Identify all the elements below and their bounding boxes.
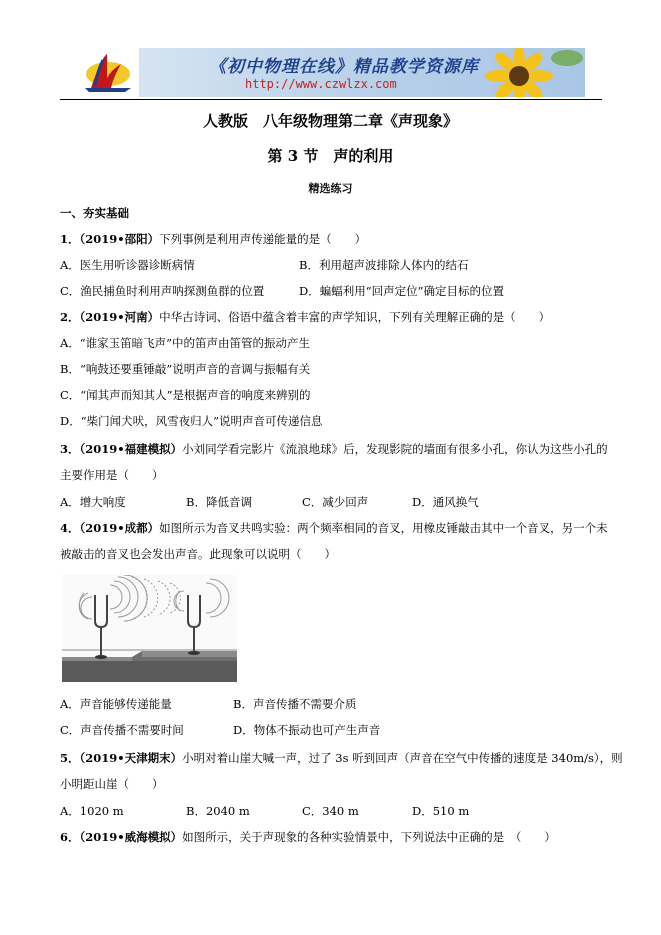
question-number: 6．	[60, 830, 80, 844]
option-c: C．声音传播不需要时间	[60, 723, 184, 737]
question-stem: 小明对着山崖大喊一声，过了 3s 听到回声（声音在空气中传播的速度是 340m/s），则	[182, 751, 623, 765]
option-a: A．1020 m	[60, 804, 124, 818]
question-source: （2019•邵阳）	[79, 232, 160, 246]
option-c: C．渔民捕鱼时利用声呐探测鱼群的位置	[60, 284, 265, 298]
question-2	[60, 310, 550, 324]
section-title: 第 3 节 声的利用	[267, 147, 394, 165]
question-1	[60, 232, 366, 246]
option-c: C．减少回声	[302, 495, 369, 509]
question-source: （2019•福建模拟）	[79, 442, 183, 456]
question-stem: 小刘同学看完影片《流浪地球》后，发现影院的墙面有很多小孔，你认为这些小孔的	[182, 442, 608, 456]
option-d: D．“柴门闻犬吠，风雪夜归人”说明声音可传递信息	[60, 414, 323, 428]
option-c: C．340 m	[302, 804, 359, 818]
option-a: A．增大响度	[60, 495, 126, 509]
header-rule	[60, 99, 602, 100]
question-number: 2．	[60, 310, 80, 324]
question-stem: 如图所示为音叉共鸣实验：两个频率相同的音叉，用橡皮锤敲击其中一个音叉，另一个未	[159, 521, 608, 535]
option-d: D．510 m	[412, 804, 470, 818]
banner-url[interactable]: http://www.czwlzx.com	[245, 77, 397, 91]
tuning-fork-figure	[62, 575, 237, 682]
question-number: 4．	[60, 521, 80, 535]
question-5	[60, 751, 623, 765]
option-c: C．“闻其声而知其人”是根据声音的响度来辨别的	[60, 388, 311, 402]
question-number: 3．	[60, 442, 80, 456]
option-b: B．利用超声波排除人体内的结石	[299, 258, 469, 272]
question-3	[60, 442, 608, 456]
question-stem-continued: 被敲击的音叉也会发出声音。此现象可以说明（ ）	[60, 547, 336, 561]
question-stem-continued: 小明距山崖（ ）	[60, 777, 164, 791]
question-source: （2019•威海模拟）	[79, 830, 183, 844]
question-source: （2019•成都）	[79, 521, 160, 535]
part-heading: 一、夯实基础	[60, 206, 129, 220]
option-b: B．声音传播不需要介质	[233, 697, 357, 711]
logo	[77, 48, 139, 97]
question-stem: 中华古诗词、俗语中蕴含着丰富的声学知识，下列有关理解正确的是（ ）	[159, 310, 551, 324]
option-b: B．2040 m	[186, 804, 250, 818]
question-stem: 如图所示，关于声现象的各种实验情景中，下列说法中正确的是 （ ）	[182, 830, 556, 844]
option-d: D．蝙蝠利用“回声定位”确定目标的位置	[299, 284, 504, 298]
subtitle: 精选练习	[308, 182, 353, 195]
question-number: 5．	[60, 751, 80, 765]
header-banner	[77, 48, 585, 97]
option-b: B．降低音调	[186, 495, 252, 509]
question-source: （2019•河南）	[79, 310, 160, 324]
question-stem: 下列事例是利用声传递能量的是（ ）	[159, 232, 367, 246]
option-a: A．医生用听诊器诊断病情	[60, 258, 195, 272]
document-title: 人教版 八年级物理第二章《声现象》	[202, 112, 458, 130]
question-number: 1．	[60, 232, 80, 246]
banner-title: 《初中物理在线》精品教学资源库	[209, 57, 479, 77]
question-4	[60, 521, 608, 535]
option-b: B．“响鼓还要重锤敲”说明声音的音调与振幅有关	[60, 362, 311, 376]
question-source: （2019•天津期末）	[79, 751, 183, 765]
question-stem-continued: 主要作用是（ ）	[60, 468, 164, 482]
option-a: A．声音能够传递能量	[60, 697, 172, 711]
option-d: D．物体不振动也可产生声音	[233, 723, 381, 737]
question-6	[60, 830, 556, 844]
option-a: A．“谁家玉笛暗飞声”中的笛声由笛管的振动产生	[60, 336, 311, 350]
option-d: D．通风换气	[412, 495, 479, 509]
